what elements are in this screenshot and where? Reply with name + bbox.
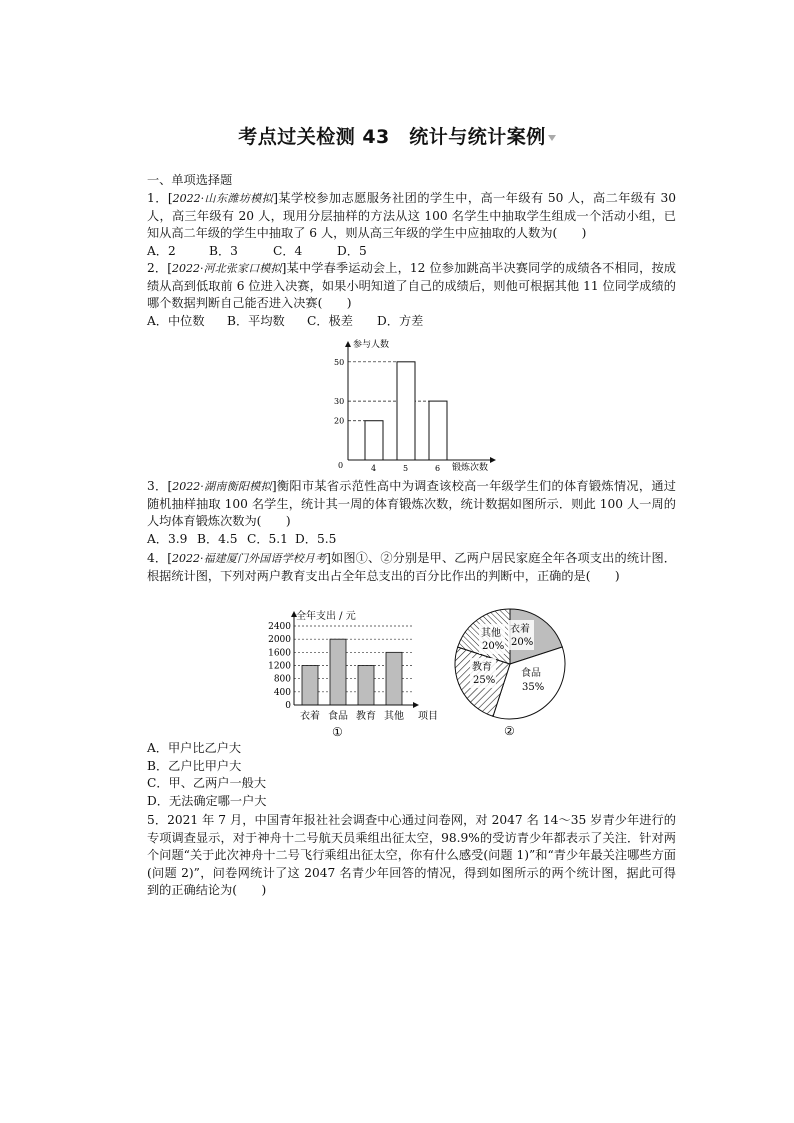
q3-option-d: D．5.5 bbox=[295, 531, 337, 546]
chart2-caption: ① bbox=[332, 725, 343, 739]
chart1-x-tick: 6 bbox=[435, 464, 441, 473]
question-3 bbox=[133, 478, 676, 548]
q1-text: ]某学校参加志愿服务社团的学生中，高一年级有 50 人，高二年级有 30 人，高三年级有 20 人，现用分层抽样的方法从这 100 名学生中抽取学生组成一个活动小组，已知从高二年级的学生中抽取了 6 人，则从高三年级的学生中应抽取的人数为( ) bbox=[147, 191, 676, 240]
chart2-y-tick: 2400 bbox=[268, 622, 291, 632]
q5-text: 2021 年 7 月，中国青年报社社会调查中心通过问卷网，对 2047 名 14～35 岁青少年进行的专项调查显示，对于神舟十二号航天员乘组出征太空，98.9%的受访青少年都表示了关注．针对两个问题“关于此次神舟十二号飞行乘组出征太空，你有什么感受(问题 1)”和“青少年最关注哪些方面(问题 2)”，问卷网统计了这 2047 名青少年回答的情况，得到如图所示的两个统计图，据此可得到的正确结论为( ) bbox=[147, 813, 676, 897]
chart2-y-tick: 0 bbox=[285, 701, 291, 711]
chart2-y-label: 全年支出 / 元 bbox=[296, 611, 356, 622]
q3-options bbox=[133, 531, 676, 549]
chart3-caption: ② bbox=[504, 724, 515, 738]
question-3-stem bbox=[133, 478, 676, 531]
pie-label-other-pct: 20% bbox=[482, 641, 505, 652]
q4-option-d: D．无法确定哪一户大 bbox=[147, 793, 267, 808]
pie-label-edu: 教育 bbox=[472, 662, 492, 673]
question-4-stem bbox=[133, 550, 676, 585]
q1-option-a: A．2 bbox=[147, 243, 176, 258]
question-2 bbox=[133, 260, 676, 330]
q4-text: ]如图①、②分别是甲、乙两户居民家庭全年各项支出的统计图．根据统计图，下列对两户教育支出占全年总支出的百分比作出的判断中，正确的是( ) bbox=[147, 551, 676, 583]
q2-option-a: A．中位数 bbox=[147, 313, 205, 328]
q2-options bbox=[133, 313, 676, 331]
q1-option-b: B．3 bbox=[209, 243, 238, 258]
chart2-y-tick: 2000 bbox=[268, 635, 291, 646]
q1-option-d: D．5 bbox=[337, 243, 367, 258]
chart1-y-tick: 20 bbox=[334, 416, 345, 426]
q3-option-b: B．4.5 bbox=[197, 531, 238, 546]
q1-source: 2022·山东潍坊模拟 bbox=[172, 192, 274, 205]
chart2-x-tick: 衣着 bbox=[300, 711, 320, 722]
chart2-bar-0 bbox=[302, 666, 318, 706]
pie-label-other: 其他 bbox=[481, 628, 501, 639]
q4-options bbox=[133, 740, 676, 810]
question-1 bbox=[133, 190, 676, 260]
chart2-x-ticks bbox=[300, 709, 404, 722]
question-5-stem bbox=[133, 812, 676, 900]
q3-option-c: C．5.1 bbox=[247, 531, 288, 546]
pie-label-food: 食品 bbox=[521, 668, 541, 679]
chart1-bar-6 bbox=[429, 401, 447, 460]
q2-source: 2022·河北张家口模拟 bbox=[172, 262, 282, 275]
q5-number: 5． bbox=[147, 813, 168, 827]
q4-option-a: A．甲户比乙户大 bbox=[147, 741, 242, 755]
q3-option-a: A．3.9 bbox=[147, 531, 188, 546]
exercise-bar-chart bbox=[330, 336, 500, 476]
chart2-bars bbox=[302, 639, 402, 705]
pie-label-edu-pct: 25% bbox=[473, 675, 496, 686]
chart1-y-ticks bbox=[334, 358, 344, 426]
page-title-text: 考点过关检测 43 统计与统计案例 bbox=[238, 126, 546, 148]
chart2-y-tick: 800 bbox=[273, 674, 291, 685]
q4-option-b: B．乙户比甲户大 bbox=[147, 758, 242, 773]
chart1-origin: 0 bbox=[338, 461, 344, 470]
section-heading bbox=[133, 172, 676, 190]
q2-option-b: B．平均数 bbox=[227, 313, 285, 328]
q3-number: 3．[ bbox=[147, 479, 173, 493]
q4-source: 2022·福建厦门外国语学校月考 bbox=[171, 552, 327, 565]
chart1-y-tick: 30 bbox=[334, 397, 345, 407]
chart2-x-label: 项目 bbox=[418, 711, 438, 722]
dropdown-triangle-icon bbox=[548, 135, 556, 141]
chart2-y-tick: 400 bbox=[273, 687, 291, 698]
chart2-y-tick: 1600 bbox=[268, 648, 291, 659]
question-5 bbox=[133, 812, 676, 900]
chart1-y-label: 参与人数 bbox=[353, 340, 390, 350]
chart2-bar-1 bbox=[330, 639, 346, 705]
chart2-bar-3 bbox=[386, 652, 402, 705]
pie-label-clothes: 衣着 bbox=[510, 624, 530, 635]
annual-expense-pie-chart bbox=[448, 604, 576, 740]
chart1-bar-4 bbox=[365, 421, 383, 460]
page-title bbox=[0, 122, 794, 149]
q3-text: ]衡阳市某省示范性高中为调查该校高一年级学生们的体育锻炼情况，通过随机抽样抽取 100 名学生，统计其一周的体育锻炼次数，统计数据如图所示．则此 100 人一周的人均体育锻炼次数为( ) bbox=[147, 479, 676, 528]
question-4 bbox=[133, 550, 676, 585]
chart2-y-tick: 1200 bbox=[268, 661, 291, 672]
chart1-y-tick: 50 bbox=[334, 357, 345, 367]
pie-label-clothes-pct: 20% bbox=[511, 637, 534, 648]
q2-option-c: C．极差 bbox=[307, 313, 353, 328]
q2-option-d: D．方差 bbox=[377, 313, 424, 328]
pie-label-food-pct: 35% bbox=[522, 682, 545, 693]
q1-number: 1．[ bbox=[147, 191, 173, 205]
chart1-bars bbox=[365, 362, 447, 460]
chart2-bar-2 bbox=[358, 666, 374, 706]
chart1-guide-lines bbox=[348, 362, 429, 421]
chart2-x-tick: 教育 bbox=[356, 711, 376, 722]
q3-source: 2022·湖南衡阳模拟 bbox=[172, 480, 272, 493]
q4-number: 4．[ bbox=[147, 551, 172, 565]
chart1-x-tick: 4 bbox=[371, 464, 377, 473]
chart2-x-tick: 食品 bbox=[328, 711, 348, 722]
q1-option-c: C．4 bbox=[273, 243, 303, 258]
question-1-stem bbox=[133, 190, 676, 243]
question-2-stem bbox=[133, 260, 676, 313]
annual-expense-bar-chart bbox=[258, 608, 448, 740]
chart2-x-tick: 其他 bbox=[384, 711, 404, 722]
q1-options bbox=[133, 243, 676, 261]
chart1-x-ticks bbox=[371, 464, 440, 473]
q4-option-c: C．甲、乙两户一般大 bbox=[147, 776, 267, 790]
chart2-y-ticks bbox=[268, 622, 291, 711]
chart1-x-tick: 5 bbox=[403, 464, 409, 473]
section-title: 一、单项选择题 bbox=[147, 173, 233, 187]
chart1-bar-5 bbox=[397, 362, 415, 460]
chart1-x-label: 锻炼次数 bbox=[452, 463, 489, 473]
q2-number: 2．[ bbox=[147, 261, 172, 275]
q2-text: ]某中学春季运动会上，12 位参加跳高半决赛同学的成绩各不相同，按成绩从高到低取前 6 位进入决赛，如果小明知道了自己的成绩后，则他可根据其他 11 位同学成绩的哪个数据判断自己能否进入决赛( ) bbox=[147, 261, 676, 310]
